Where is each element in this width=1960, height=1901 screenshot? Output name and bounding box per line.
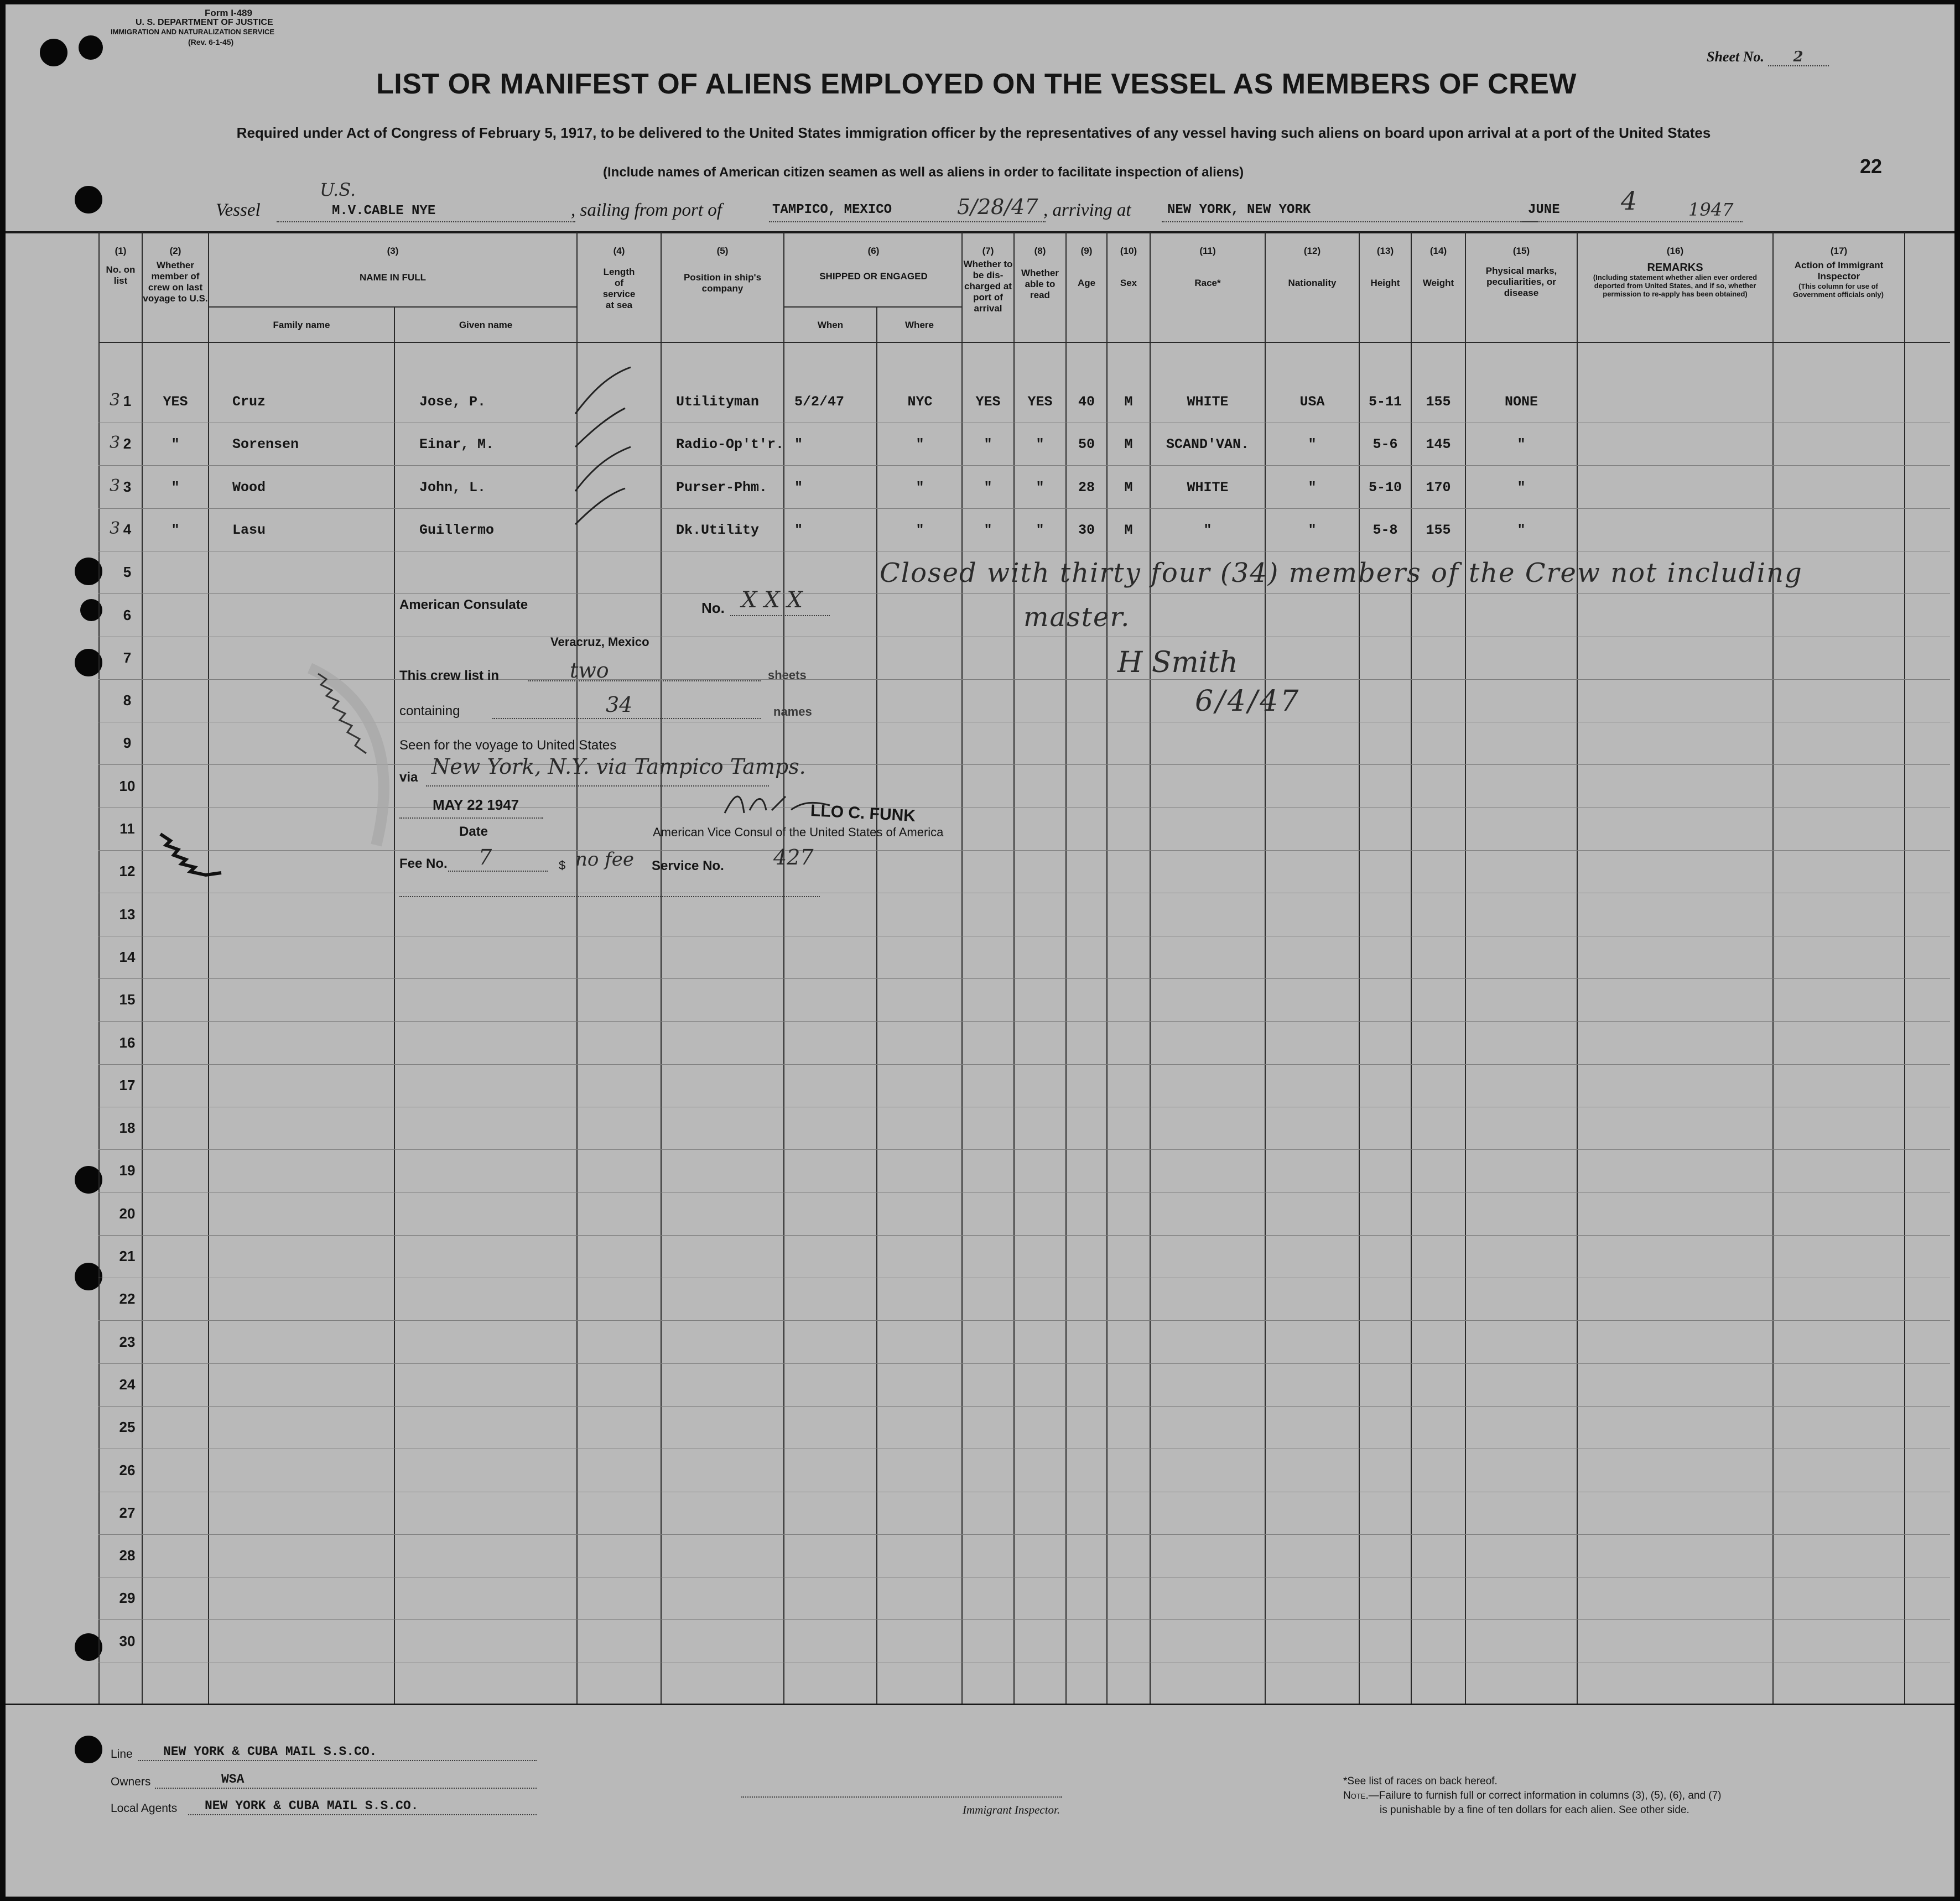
consulate-label: American Consulate bbox=[399, 597, 528, 612]
crew-where: " bbox=[916, 436, 924, 453]
crew-sex: M bbox=[1124, 479, 1133, 496]
crew-last-voyage: " bbox=[171, 479, 180, 496]
row-rule bbox=[98, 1363, 1950, 1364]
col-line bbox=[1904, 232, 1905, 1704]
crew-read: " bbox=[1036, 479, 1044, 496]
crew-family: Cruz bbox=[232, 394, 266, 410]
fine-note-2: is punishable by a fine of ten dollars for each alien. See other side. bbox=[1380, 1804, 1689, 1816]
header-bottom-rule bbox=[98, 342, 1950, 343]
row-number: 9 bbox=[123, 735, 132, 752]
crew-given: John, L. bbox=[419, 479, 486, 496]
col-line bbox=[1013, 232, 1015, 1704]
page-title: LIST OR MANIFEST OF ALIENS EMPLOYED ON THE VESSEL AS MEMBERS OF CREW bbox=[376, 68, 1577, 100]
row-number: 18 bbox=[119, 1119, 136, 1137]
dollar-sign: $ bbox=[559, 858, 566, 872]
col-line bbox=[876, 308, 877, 1704]
fee-label: Fee No. bbox=[399, 856, 448, 871]
row-number: 3 bbox=[123, 478, 132, 495]
row-number: 8 bbox=[123, 692, 132, 709]
arrival-day: 4 bbox=[1621, 186, 1637, 216]
row-number: 25 bbox=[119, 1419, 136, 1436]
arrival-year: 1947 bbox=[1688, 199, 1734, 220]
inspector-signature-rule bbox=[741, 1796, 1062, 1798]
shipped-subheader-rule bbox=[784, 306, 963, 308]
col13-header: (13) Height bbox=[1370, 246, 1400, 288]
row-rule bbox=[98, 593, 1950, 594]
crew-list-label: This crew list in bbox=[399, 668, 500, 683]
sheet-number bbox=[1707, 49, 1829, 66]
col-line bbox=[961, 232, 963, 1704]
footer-agents-rule bbox=[188, 1814, 537, 1815]
crew-list-line bbox=[528, 680, 761, 681]
sailing-date: 5/28/47 bbox=[957, 195, 1038, 219]
names-label: names bbox=[773, 705, 812, 718]
row-rule bbox=[98, 508, 1950, 509]
crew-family: Wood bbox=[232, 479, 266, 496]
row-number: 13 bbox=[119, 905, 136, 923]
crew-read: " bbox=[1036, 522, 1044, 538]
col-line bbox=[1065, 232, 1067, 1704]
row-number-hand-prefix: 3 bbox=[110, 476, 121, 496]
containing-line bbox=[492, 718, 761, 719]
col3-family-header: Family name bbox=[273, 320, 330, 330]
form-number: Form I-489 bbox=[205, 8, 252, 18]
vessel-line bbox=[216, 200, 261, 221]
col-line bbox=[98, 232, 100, 1704]
seen-label: Seen for the voyage to United States bbox=[399, 738, 617, 753]
consular-date-label: Date bbox=[459, 824, 488, 839]
col17-header: (17) Action of Immigrant Inspector (This column for use of Government officials only) bbox=[1793, 246, 1884, 299]
name-subheader-rule bbox=[209, 306, 578, 308]
page-stamp: 22 bbox=[1860, 155, 1883, 178]
arriving-port: NEW YORK, NEW YORK bbox=[1167, 202, 1311, 217]
row-number: 21 bbox=[119, 1248, 136, 1264]
crew-given: Jose, P. bbox=[419, 394, 486, 410]
consular-no-label: No. bbox=[701, 600, 725, 616]
row-number: 12 bbox=[119, 863, 136, 880]
footer-owners-rule bbox=[155, 1788, 537, 1789]
row-number: 6 bbox=[123, 606, 132, 623]
row-number: 24 bbox=[119, 1376, 136, 1393]
row-rule bbox=[98, 1619, 1950, 1620]
col15-header: (15) Physical marks, peculiarities, or disease bbox=[1485, 246, 1557, 298]
row-number: 15 bbox=[119, 991, 136, 1008]
crew-sex: M bbox=[1124, 394, 1133, 410]
crew-last-voyage: YES bbox=[163, 394, 188, 410]
row-rule bbox=[98, 1064, 1950, 1065]
crew-weight: 155 bbox=[1426, 394, 1451, 410]
consular-date-value: MAY 22 1947 bbox=[433, 796, 519, 813]
crew-nationality: " bbox=[1308, 436, 1317, 453]
consular-location: Veracruz, Mexico bbox=[550, 635, 649, 649]
via-value: New York, N.Y. via Tampico Tamps. bbox=[431, 754, 806, 779]
closing-note-line1: Closed with thirty four (34) members of the Crew not including bbox=[880, 558, 1803, 588]
col14-header: (14) Weight bbox=[1422, 246, 1454, 288]
row-number: 20 bbox=[119, 1205, 136, 1222]
crew-where: " bbox=[916, 479, 924, 496]
service-value: 427 bbox=[773, 845, 814, 869]
col6-header: (6) SHIPPED OR ENGAGED bbox=[819, 246, 928, 282]
col5-header: (5) Position in ship's company bbox=[683, 246, 762, 294]
crew-sex: M bbox=[1124, 436, 1133, 453]
row-number: 28 bbox=[119, 1547, 136, 1564]
col-line bbox=[142, 232, 143, 1704]
row-number: 5 bbox=[123, 564, 132, 581]
fine-note-text: —Failure to furnish full or correct information in columns (3), (5), (6), and (7) bbox=[1368, 1790, 1722, 1801]
row-number: 11 bbox=[119, 820, 135, 837]
row-number: 1 bbox=[123, 393, 132, 409]
row-rule bbox=[98, 1406, 1950, 1407]
fine-note-label: Note. bbox=[1343, 1790, 1369, 1801]
col3-given-header: Given name bbox=[459, 320, 513, 330]
containing-label: containing bbox=[399, 704, 460, 718]
sheets-label: sheets bbox=[768, 668, 807, 682]
arriving-label: , arriving at bbox=[1043, 200, 1131, 220]
footer-line-rule bbox=[138, 1760, 537, 1761]
arrival-date-line bbox=[1521, 221, 1743, 222]
crew-marks: NONE bbox=[1504, 394, 1538, 410]
punch-hole bbox=[75, 186, 102, 213]
table-bottom-rule bbox=[6, 1704, 1954, 1705]
crew-discharged: " bbox=[984, 522, 992, 538]
row-number-hand-prefix: 3 bbox=[110, 433, 121, 453]
crew-list-value: two bbox=[570, 658, 609, 683]
sheet-label: Sheet No. bbox=[1707, 49, 1764, 65]
consular-date-line bbox=[399, 817, 543, 819]
containing-value: 34 bbox=[606, 692, 633, 717]
crew-weight: 155 bbox=[1426, 522, 1451, 538]
crew-where: " bbox=[916, 522, 924, 538]
row-rule bbox=[98, 465, 1950, 466]
col-line bbox=[1150, 232, 1151, 1704]
col4-header: (4) Length of service at sea bbox=[602, 246, 636, 310]
col-line bbox=[208, 232, 209, 1704]
arrival-month: JUNE bbox=[1528, 202, 1560, 217]
consular-no-line bbox=[730, 615, 830, 616]
crew-where: NYC bbox=[907, 394, 933, 410]
tick-mark bbox=[575, 488, 625, 524]
vessel-label: Vessel bbox=[216, 200, 261, 220]
row-number: 2 bbox=[123, 435, 132, 452]
col10-header: (10) Sex bbox=[1120, 246, 1137, 288]
crew-nationality: " bbox=[1308, 479, 1317, 496]
row-number: 16 bbox=[119, 1034, 136, 1051]
crew-height: 5-10 bbox=[1368, 479, 1402, 496]
crew-when: 5/2/47 bbox=[794, 394, 845, 410]
footer-agents-value: NEW YORK & CUBA MAIL S.S.CO. bbox=[205, 1799, 419, 1813]
crew-race: WHITE bbox=[1187, 394, 1229, 410]
tick-mark bbox=[575, 367, 631, 414]
row-number: 7 bbox=[123, 649, 132, 666]
crew-discharged: " bbox=[984, 436, 992, 453]
consul-signature bbox=[719, 785, 852, 824]
service-label: Service No. bbox=[652, 858, 724, 873]
closing-date: 6/4/47 bbox=[1195, 685, 1301, 718]
crew-last-voyage: " bbox=[171, 522, 180, 538]
crew-race: WHITE bbox=[1187, 479, 1229, 496]
sailing-port: TAMPICO, MEXICO bbox=[772, 202, 892, 217]
fee-line bbox=[448, 871, 548, 872]
col-line bbox=[1465, 232, 1466, 1704]
crew-nationality: " bbox=[1308, 522, 1317, 538]
col16-header: (16) REMARKS (Including statement whether alien ever ordered deported from United States, and if so, whether permission to re-apply has been obtained) bbox=[1593, 246, 1758, 298]
crew-position: Dk.Utility bbox=[676, 522, 760, 538]
form-service: IMMIGRATION AND NATURALIZATION SERVICE bbox=[111, 28, 275, 36]
row-rule bbox=[98, 978, 1950, 979]
crew-sex: M bbox=[1124, 522, 1133, 538]
crew-weight: 145 bbox=[1426, 436, 1451, 453]
crew-family: Sorensen bbox=[232, 436, 299, 453]
manifest-sheet bbox=[6, 4, 1954, 1897]
tick-mark bbox=[575, 408, 625, 447]
sheet-value: 2 bbox=[1768, 49, 1829, 66]
crew-height: 5-6 bbox=[1372, 436, 1398, 453]
col11-header: (11) Race* bbox=[1194, 246, 1221, 288]
punch-hole bbox=[79, 35, 103, 60]
fee-value: 7 bbox=[479, 845, 492, 869]
row-number-hand-prefix: 3 bbox=[110, 390, 121, 410]
crew-when: " bbox=[794, 479, 803, 496]
crew-position: Purser-Phm. bbox=[676, 479, 768, 496]
sailing-label: , sailing from port of bbox=[571, 200, 722, 220]
form-revision: (Rev. 6-1-45) bbox=[188, 38, 234, 46]
crew-marks: " bbox=[1517, 522, 1526, 538]
crew-marks: " bbox=[1517, 436, 1526, 453]
footer-line-value: NEW YORK & CUBA MAIL S.S.CO. bbox=[163, 1744, 377, 1759]
crew-age: 50 bbox=[1078, 436, 1095, 453]
col-line bbox=[394, 308, 395, 1704]
row-number-hand-prefix: 3 bbox=[110, 518, 121, 538]
fee-hand: no fee bbox=[575, 848, 635, 871]
crew-position: Radio-Op't'r. bbox=[676, 436, 784, 453]
crew-when: " bbox=[794, 522, 803, 538]
fine-note bbox=[1343, 1790, 1722, 1802]
row-rule bbox=[98, 1149, 1950, 1150]
form-department: U. S. DEPARTMENT OF JUSTICE bbox=[136, 18, 273, 27]
col3-header: (3) NAME IN FULL bbox=[360, 246, 426, 283]
col7-header: (7) Whether to be dis-charged at port of arrival bbox=[963, 246, 1013, 314]
crew-position: Utilityman bbox=[676, 394, 760, 410]
col-line bbox=[661, 232, 662, 1704]
crew-weight: 170 bbox=[1426, 479, 1451, 496]
page-note: (Include names of American citizen seamen as well as aliens in order to facilitate inspection of aliens) bbox=[603, 165, 1244, 180]
crew-discharged: " bbox=[984, 479, 992, 496]
crew-race: SCAND'VAN. bbox=[1166, 436, 1250, 453]
consul-label: American Vice Consul of the United States of America bbox=[653, 825, 944, 839]
col2-header: (2) Whether member of crew on last voyage to U.S. bbox=[143, 246, 208, 304]
footer-agents-label: Local Agents bbox=[111, 1802, 178, 1815]
col-line bbox=[1359, 232, 1360, 1704]
footer-owners-value: WSA bbox=[221, 1772, 245, 1787]
col6-when-header: When bbox=[817, 320, 844, 330]
col6-where-header: Where bbox=[905, 320, 934, 330]
footer-line-label: Line bbox=[111, 1748, 133, 1761]
col-line bbox=[1411, 232, 1412, 1704]
row-rule bbox=[98, 1021, 1950, 1022]
crew-read: YES bbox=[1027, 394, 1053, 410]
col-line bbox=[1265, 232, 1266, 1704]
row-number: 17 bbox=[119, 1076, 136, 1093]
vessel-hand-prefix: U.S. bbox=[320, 179, 356, 200]
races-note: *See list of races on back hereof. bbox=[1343, 1775, 1498, 1787]
crew-last-voyage: " bbox=[171, 436, 180, 453]
closing-signature: H Smith bbox=[1117, 646, 1238, 679]
col12-header: (12) Nationality bbox=[1288, 246, 1337, 288]
crew-age: 30 bbox=[1078, 522, 1095, 538]
row-number: 23 bbox=[119, 1333, 136, 1350]
sailing-port-line bbox=[769, 221, 1046, 222]
row-number: 30 bbox=[119, 1632, 136, 1649]
punch-hole bbox=[75, 1736, 102, 1763]
crew-age: 28 bbox=[1078, 479, 1095, 496]
row-number: 10 bbox=[119, 777, 136, 794]
row-number: 26 bbox=[119, 1461, 136, 1478]
crew-age: 40 bbox=[1078, 394, 1095, 410]
service-tick-marks bbox=[570, 358, 636, 535]
col9-header: (9) Age bbox=[1077, 246, 1096, 288]
punch-hole bbox=[40, 39, 67, 66]
row-number: 4 bbox=[123, 520, 132, 538]
via-line bbox=[426, 785, 769, 787]
tick-mark bbox=[575, 447, 631, 491]
seal-edge bbox=[155, 829, 232, 878]
row-number: 27 bbox=[119, 1504, 136, 1521]
row-rule bbox=[98, 1534, 1950, 1535]
crew-race: " bbox=[1203, 522, 1212, 538]
row-rule bbox=[98, 1320, 1950, 1321]
row-rule bbox=[98, 1235, 1950, 1236]
seal-emboss bbox=[304, 663, 404, 862]
row-number: 19 bbox=[119, 1162, 136, 1179]
via-label: via bbox=[399, 770, 418, 785]
crew-height: 5-11 bbox=[1368, 394, 1402, 410]
row-number: 29 bbox=[119, 1590, 136, 1607]
footer-owners-label: Owners bbox=[111, 1775, 151, 1788]
crew-read: " bbox=[1036, 436, 1044, 453]
vessel-name: M.V.CABLE NYE bbox=[332, 204, 436, 218]
vessel-name-line bbox=[277, 221, 575, 222]
col1-header: (1) No. on list bbox=[106, 246, 136, 286]
service-line bbox=[399, 896, 820, 897]
closing-note-line2: master. bbox=[1023, 602, 1131, 633]
page-subtitle: Required under Act of Congress of February 5, 1917, to be delivered to the United States immigration officer by the representatives of any vessel having such aliens on board upon arrival at a port of the United States bbox=[236, 124, 1711, 141]
col-line bbox=[1577, 232, 1578, 1704]
row-number: 22 bbox=[119, 1290, 136, 1308]
crew-given: Einar, M. bbox=[419, 436, 495, 453]
crew-nationality: USA bbox=[1299, 394, 1325, 410]
col-line bbox=[783, 232, 784, 1704]
inspector-label: Immigrant Inspector. bbox=[963, 1803, 1060, 1816]
col8-header: (8) Whether able to read bbox=[1021, 246, 1059, 300]
crew-height: 5-8 bbox=[1372, 522, 1398, 538]
table-top-rule bbox=[6, 231, 1954, 233]
crew-given: Guillermo bbox=[419, 522, 495, 538]
row-number: 14 bbox=[119, 948, 136, 965]
consular-no-value: X X X bbox=[741, 587, 803, 613]
consul-name-stamp: LLO C. FUNK bbox=[810, 801, 916, 825]
col-line bbox=[1106, 232, 1108, 1704]
arriving-port-line bbox=[1162, 221, 1538, 222]
crew-marks: " bbox=[1517, 479, 1526, 496]
crew-discharged: YES bbox=[975, 394, 1001, 410]
col-line bbox=[1772, 232, 1774, 1704]
crew-family: Lasu bbox=[232, 522, 266, 538]
crew-when: " bbox=[794, 436, 803, 453]
